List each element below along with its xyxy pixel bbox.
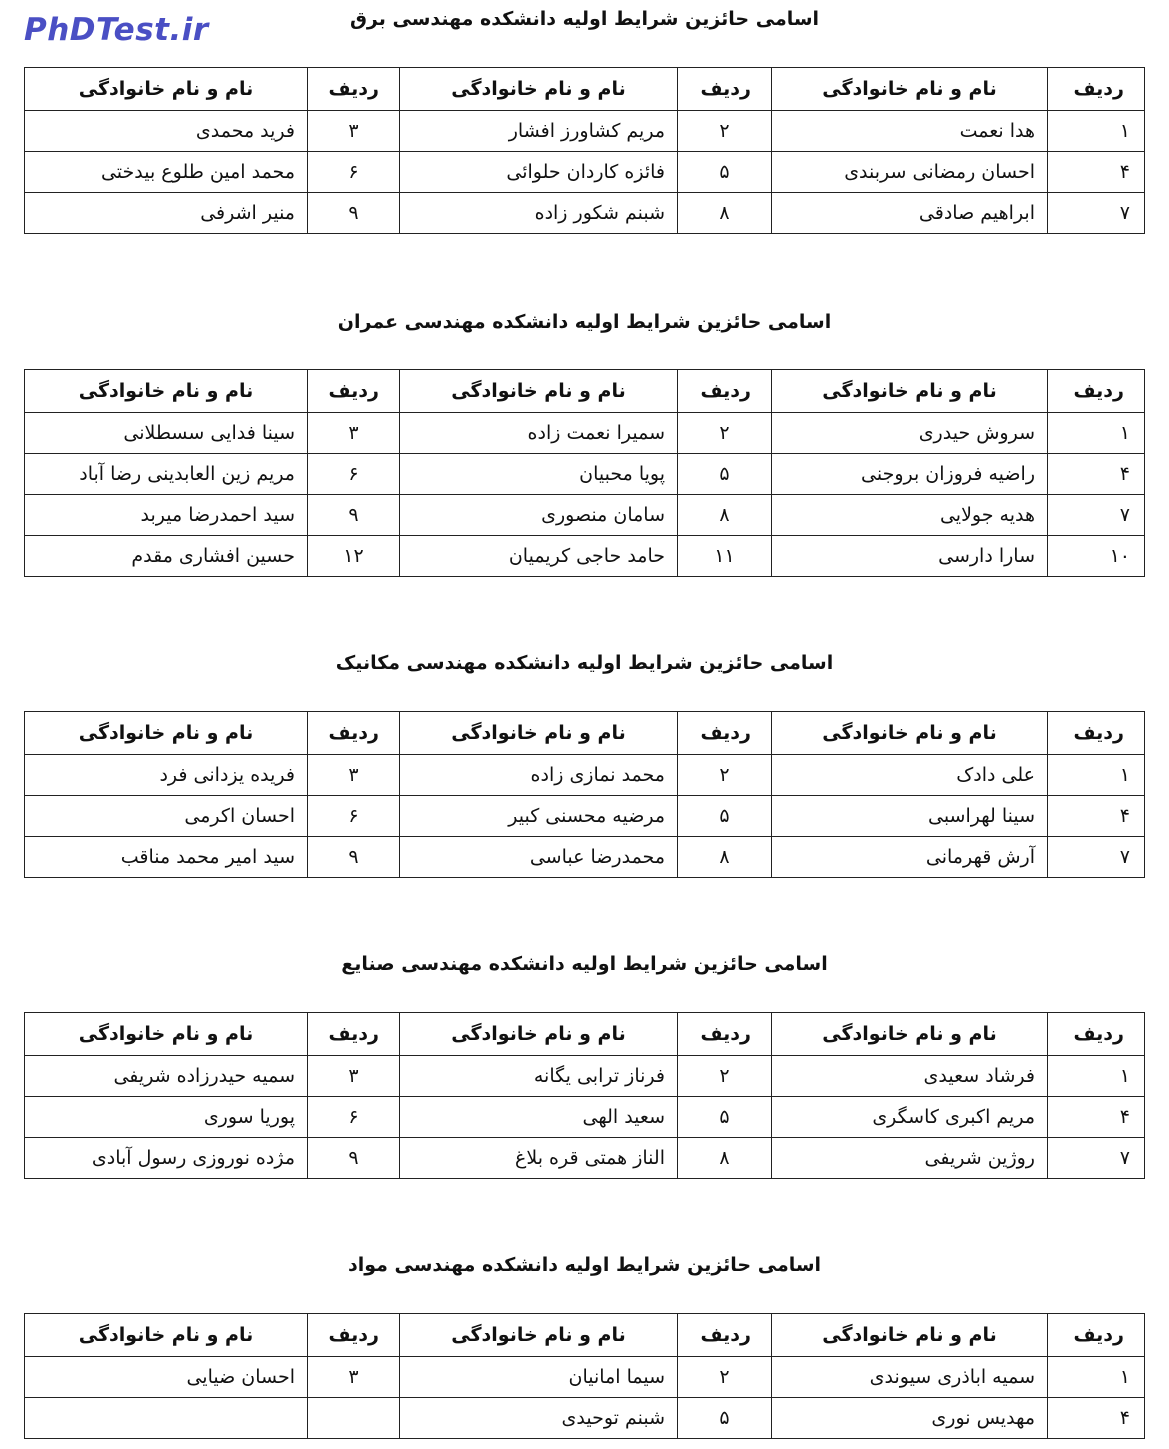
section-title: اسامی حائزین شرایط اولیه دانشکده مهندسی برق: [349, 8, 820, 30]
row-number-cell: ۱۲: [308, 536, 400, 577]
person-name-cell: مریم زین العابدینی رضا آباد: [25, 454, 308, 495]
header-row-number: ردیف: [678, 370, 772, 413]
row-number-cell: ۴: [1048, 1398, 1145, 1439]
row-number-cell: ۶: [308, 152, 400, 193]
section-title: اسامی حائزین شرایط اولیه دانشکده مهندسی مکانیک: [335, 652, 834, 674]
table-row: [25, 413, 1145, 454]
row-number-cell: ۱: [1048, 111, 1145, 152]
header-row-number: ردیف: [308, 370, 400, 413]
header-full-name: نام و نام خانوادگی: [25, 370, 308, 413]
header-full-name: نام و نام خانوادگی: [400, 1314, 678, 1357]
table-row: [25, 495, 1145, 536]
header-full-name: نام و نام خانوادگی: [400, 712, 678, 755]
row-number-cell: ۱۱: [678, 536, 772, 577]
names-table: [24, 369, 1145, 577]
row-number-cell: ۶: [308, 1097, 400, 1138]
table-row: [25, 152, 1145, 193]
header-full-name: نام و نام خانوادگی: [772, 712, 1048, 755]
header-full-name: نام و نام خانوادگی: [772, 370, 1048, 413]
person-name-cell: سامان منصوری: [400, 495, 678, 536]
header-row-number: ردیف: [1048, 370, 1145, 413]
row-number-cell: ۴: [1048, 796, 1145, 837]
header-full-name: نام و نام خانوادگی: [25, 1314, 308, 1357]
row-number-cell: ۶: [308, 796, 400, 837]
site-logo: PhDTest.ir: [24, 12, 209, 48]
table-row: [25, 1398, 1145, 1439]
person-name-cell: شبنم شکور زاده: [400, 193, 678, 234]
row-number-cell: ۲: [678, 1056, 772, 1097]
row-number-cell: ۲: [678, 111, 772, 152]
names-table: [24, 711, 1145, 878]
person-name-cell: [25, 1398, 308, 1439]
table-header-row: [25, 68, 1145, 111]
table-row: [25, 111, 1145, 152]
row-number-cell: ۸: [678, 837, 772, 878]
person-name-cell: پوریا سوری: [25, 1097, 308, 1138]
person-name-cell: مریم اکبری کاسگری: [772, 1097, 1048, 1138]
header-row-number: ردیف: [308, 68, 400, 111]
header-full-name: نام و نام خانوادگی: [400, 370, 678, 413]
row-number-cell: ۵: [678, 796, 772, 837]
names-table: [24, 1012, 1145, 1179]
person-name-cell: محمدرضا عباسی: [400, 837, 678, 878]
row-number-cell: ۹: [308, 837, 400, 878]
table-row: [25, 536, 1145, 577]
header-full-name: نام و نام خانوادگی: [25, 1013, 308, 1056]
header-full-name: نام و نام خانوادگی: [400, 1013, 678, 1056]
person-name-cell: منیر اشرفی: [25, 193, 308, 234]
row-number-cell: ۵: [678, 1097, 772, 1138]
names-table: [24, 67, 1145, 234]
person-name-cell: مریم کشاورز افشار: [400, 111, 678, 152]
person-name-cell: فرید محمدی: [25, 111, 308, 152]
row-number-cell: ۱: [1048, 1056, 1145, 1097]
person-name-cell: سید احمدرضا میربد: [25, 495, 308, 536]
person-name-cell: فائزه کاردان حلوائی: [400, 152, 678, 193]
header-row-number: ردیف: [1048, 1314, 1145, 1357]
row-number-cell: ۳: [308, 1357, 400, 1398]
row-number-cell: ۲: [678, 755, 772, 796]
header-full-name: نام و نام خانوادگی: [400, 68, 678, 111]
person-name-cell: پویا محبیان: [400, 454, 678, 495]
person-name-cell: روژین شریفی: [772, 1138, 1048, 1179]
header-row-number: ردیف: [308, 712, 400, 755]
person-name-cell: شبنم توحیدی: [400, 1398, 678, 1439]
row-number-cell: ۷: [1048, 193, 1145, 234]
table-row: [25, 837, 1145, 878]
table-row: [25, 1138, 1145, 1179]
section-title: اسامی حائزین شرایط اولیه دانشکده مهندسی صنایع: [341, 953, 828, 975]
header-full-name: نام و نام خانوادگی: [25, 68, 308, 111]
row-number-cell: ۶: [308, 454, 400, 495]
person-name-cell: ابراهیم صادقی: [772, 193, 1048, 234]
person-name-cell: هدا نعمت: [772, 111, 1048, 152]
row-number-cell: ۹: [308, 193, 400, 234]
row-number-cell: ۵: [678, 152, 772, 193]
header-row-number: ردیف: [1048, 1013, 1145, 1056]
table-header-row: [25, 370, 1145, 413]
section-title: اسامی حائزین شرایط اولیه دانشکده مهندسی عمران: [337, 311, 832, 333]
person-name-cell: سید امیر محمد مناقب: [25, 837, 308, 878]
header-row-number: ردیف: [308, 1013, 400, 1056]
person-name-cell: سینا لهراسبی: [772, 796, 1048, 837]
person-name-cell: احسان رمضانی سربندی: [772, 152, 1048, 193]
row-number-cell: ۸: [678, 193, 772, 234]
header-row-number: ردیف: [1048, 68, 1145, 111]
row-number-cell: ۵: [678, 454, 772, 495]
person-name-cell: محمد امین طلوع بیدختی: [25, 152, 308, 193]
person-name-cell: حامد حاجی کریمیان: [400, 536, 678, 577]
header-row-number: ردیف: [678, 712, 772, 755]
header-row-number: ردیف: [678, 1013, 772, 1056]
person-name-cell: سمیه اباذری سیوندی: [772, 1357, 1048, 1398]
header-full-name: نام و نام خانوادگی: [772, 68, 1048, 111]
person-name-cell: مهدیس نوری: [772, 1398, 1048, 1439]
row-number-cell: ۸: [678, 495, 772, 536]
person-name-cell: سروش حیدری: [772, 413, 1048, 454]
header-full-name: نام و نام خانوادگی: [772, 1013, 1048, 1056]
section-title: اسامی حائزین شرایط اولیه دانشکده مهندسی مواد: [347, 1254, 822, 1276]
row-number-cell: ۱: [1048, 1357, 1145, 1398]
table-header-row: [25, 712, 1145, 755]
row-number-cell: ۷: [1048, 495, 1145, 536]
header-full-name: نام و نام خانوادگی: [772, 1314, 1048, 1357]
header-row-number: ردیف: [1048, 712, 1145, 755]
table-row: [25, 454, 1145, 495]
row-number-cell: ۲: [678, 1357, 772, 1398]
table-header-row: [25, 1314, 1145, 1357]
row-number-cell: ۳: [308, 1056, 400, 1097]
row-number-cell: ۳: [308, 755, 400, 796]
row-number-cell: ۳: [308, 111, 400, 152]
row-number-cell: ۸: [678, 1138, 772, 1179]
names-table: [24, 1313, 1145, 1439]
row-number-cell: ۴: [1048, 454, 1145, 495]
table-row: [25, 1056, 1145, 1097]
table-row: [25, 796, 1145, 837]
person-name-cell: مژده نوروزی رسول آبادی: [25, 1138, 308, 1179]
table-row: [25, 755, 1145, 796]
person-name-cell: هدیه جولایی: [772, 495, 1048, 536]
header-full-name: نام و نام خانوادگی: [25, 712, 308, 755]
person-name-cell: فرناز ترابی یگانه: [400, 1056, 678, 1097]
row-number-cell: ۹: [308, 495, 400, 536]
row-number-cell: ۱: [1048, 413, 1145, 454]
person-name-cell: سیما امانیان: [400, 1357, 678, 1398]
person-name-cell: مرضیه محسنی کبیر: [400, 796, 678, 837]
person-name-cell: الناز همتی قره بلاغ: [400, 1138, 678, 1179]
person-name-cell: احسان اکرمی: [25, 796, 308, 837]
person-name-cell: احسان ضیایی: [25, 1357, 308, 1398]
person-name-cell: سینا فدایی سسطلانی: [25, 413, 308, 454]
row-number-cell: ۴: [1048, 152, 1145, 193]
row-number-cell: ۱۰: [1048, 536, 1145, 577]
person-name-cell: فرشاد سعیدی: [772, 1056, 1048, 1097]
person-name-cell: راضیه فروزان بروجنی: [772, 454, 1048, 495]
person-name-cell: حسین افشاری مقدم: [25, 536, 308, 577]
header-row-number: ردیف: [308, 1314, 400, 1357]
person-name-cell: محمد نمازی زاده: [400, 755, 678, 796]
person-name-cell: سارا دارسی: [772, 536, 1048, 577]
row-number-cell: ۱: [1048, 755, 1145, 796]
person-name-cell: آرش قهرمانی: [772, 837, 1048, 878]
header-row-number: ردیف: [678, 68, 772, 111]
person-name-cell: سعید الهی: [400, 1097, 678, 1138]
row-number-cell: ۹: [308, 1138, 400, 1179]
person-name-cell: سمیه حیدرزاده شریفی: [25, 1056, 308, 1097]
table-row: [25, 193, 1145, 234]
row-number-cell: ۷: [1048, 837, 1145, 878]
row-number-cell: ۲: [678, 413, 772, 454]
row-number-cell: ۷: [1048, 1138, 1145, 1179]
header-row-number: ردیف: [678, 1314, 772, 1357]
person-name-cell: سمیرا نعمت زاده: [400, 413, 678, 454]
table-row: [25, 1357, 1145, 1398]
person-name-cell: فریده یزدانی فرد: [25, 755, 308, 796]
row-number-cell: ۴: [1048, 1097, 1145, 1138]
table-row: [25, 1097, 1145, 1138]
row-number-cell: [308, 1398, 400, 1439]
person-name-cell: علی دادک: [772, 755, 1048, 796]
row-number-cell: ۵: [678, 1398, 772, 1439]
row-number-cell: ۳: [308, 413, 400, 454]
table-header-row: [25, 1013, 1145, 1056]
